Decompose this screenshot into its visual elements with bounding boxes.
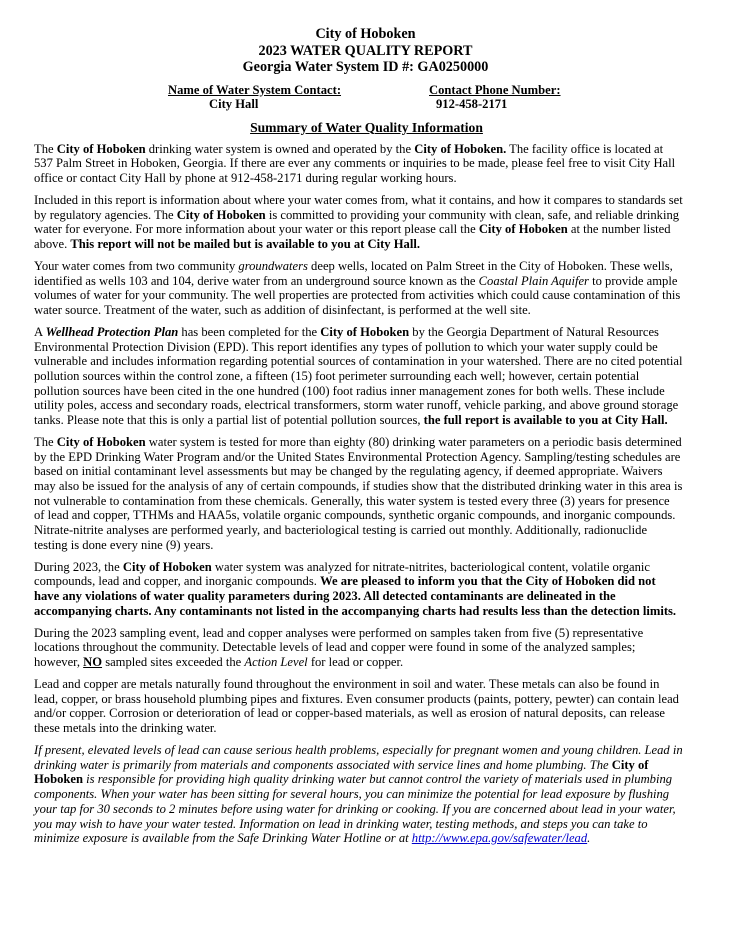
paragraph-testing: The City of Hoboken water system is tested for more than eighty (80) drinking water parameters on a periodic basis determined by the EPD Drinking Water Program and/or the United States Environmental Protection Agency. Sampling/testing schedules are based on initial contaminant level assessments but may be changed by the regulating agency, if deemed appropriate. Waivers may also be issued for the analysis of any of certain compounds, if studies show that the distributed drinking water in this area is not vulnerable to contamination from these chemicals. Generally, this water system is tested every three (3) years for presence of lead and copper, TTHMs and HAA5s, volatile organic compounds, synthetic organic compounds, and inorganic compounds. Nitrate-nitrite analyses are performed yearly, and bacteriological testing is carried out monthly. Additionally, radionuclide testing is done every nine (9) years. — [34, 434, 683, 552]
paragraph-lead-health: If present, elevated levels of lead can cause serious health problems, especially for pregnant women and young children. Lead in drinking water is primarily from materials and components associated with service lines and home plumbing. The City of Hoboken is responsible for providing high quality drinking water but cannot control the variety of materials used in plumbing components. When your water has been sitting for several hours, you can minimize the potential for lead exposure by flushing your tap for 30 seconds to 2 minutes before using water for drinking or cooking. If you are concerned about lead in your water, you may wish to have your water tested. Information on lead in drinking water, testing methods, and steps you can take to minimize exposure is available from the Safe Drinking Water Hotline or at http://www.epa.gov/safewater/lead. — [34, 743, 683, 846]
paragraph-lead-copper-sources: Lead and copper are metals naturally found throughout the environment in soil and water. These metals can also be found in lead, copper, or brass household plumbing pipes and fixtures. Even consumer products (paints, pottery, pewter) can contain lead and/or copper. Corrosion or deterioration of lead or copper-based materials, as well as erosion of natural deposits, can release these metals into the drinking water. — [34, 677, 679, 736]
contact-name-column — [168, 83, 341, 112]
epa-lead-link[interactable]: http://www.epa.gov/safewater/lead — [411, 831, 588, 846]
paragraph-report-info: Included in this report is information about where your water comes from, what it contains, and how it compares to standards set by regulatory agencies. The City of Hoboken is committed to providing your community with clean, safe, and reliable drinking water for everyone. For more information about your water or this report please call the City of Hoboken at the number listed above. This report will not be mailed but is available to you at City Hall. — [34, 192, 683, 251]
contact-phone-value: 912-458-2171 — [436, 97, 508, 111]
system-id: Georgia Water System ID #: GA0250000 — [242, 59, 489, 75]
contact-name-label: Name of Water System Contact: — [168, 82, 342, 97]
paragraph-2023-results: During 2023, the City of Hoboken water system was analyzed for nitrate-nitrites, bacteriological content, volatile organic compounds, lead and copper, and inorganic compounds. We are pleased to inform you that the City of Hoboken did not have any violations of water quality parameters during 2023. All detected contaminants are delineated in the accompanying charts. Any contaminants not listed in the accompanying charts had results less than the detection limits. — [34, 559, 677, 618]
report-title: 2023 WATER QUALITY REPORT — [258, 42, 473, 59]
city-name: City of Hoboken — [315, 26, 416, 42]
contact-phone-column — [429, 83, 561, 112]
contact-block — [34, 83, 683, 115]
paragraph-water-source: Your water comes from two community groundwaters deep wells, located on Palm Street in the City of Hoboken. These wells, identified as wells 103 and 104, derive water from an underground source known as the Coastal Plain Aquifer to provide ample volumes of water for your community. The well properties are protected from activities which could cause contamination of this water source. Treatment of the water, such as addition of disinfectant, is performed at the well site. — [34, 258, 681, 317]
paragraph-wellhead-protection: A Wellhead Protection Plan has been completed for the City of Hoboken by the Georgia Department of Natural Resources Environmental Protection Division (EPD). This report identifies any types of pollution to which your water supply could be vulnerable and includes information regarding potential sources of contamination in your watershed. There are no cited potential pollution sources within the control zone, a fifteen (15) foot perimeter surrounding each well; however, certain potential pollution sources have been cited in the one hundred (100) foot radius inner management zones for both wells. These include utility poles, access and secondary roads, electrical transformers, storm water runoff, vehicle parking, and above ground storage tanks. Please note that this is only a partial list of potential pollution sources, the full report is available to you at City Hall. — [34, 324, 683, 428]
contact-name-value: City Hall — [209, 97, 259, 111]
paragraph-ownership: The City of Hoboken drinking water system is owned and operated by the City of Hoboken. The facility office is located at 537 Palm Street in Hoboken, Georgia. If there are ever any comments or inquiries to be made, please feel free to visit City Hall office or contact City Hall by phone at 912-458-2171 during regular working hours. — [34, 141, 676, 185]
section-title: Summary of Water Quality Information — [250, 119, 483, 135]
report-header — [48, 26, 683, 76]
contact-phone-label: Contact Phone Number: — [429, 82, 561, 97]
paragraph-lead-copper-sampling: During the 2023 sampling event, lead and copper analyses were performed on samples taken from five (5) representative locations throughout the community. Detectable levels of lead and copper were found in some of the analyzed samples; however, NO sampled sites exceeded the Action Level for lead or copper. — [34, 625, 644, 670]
